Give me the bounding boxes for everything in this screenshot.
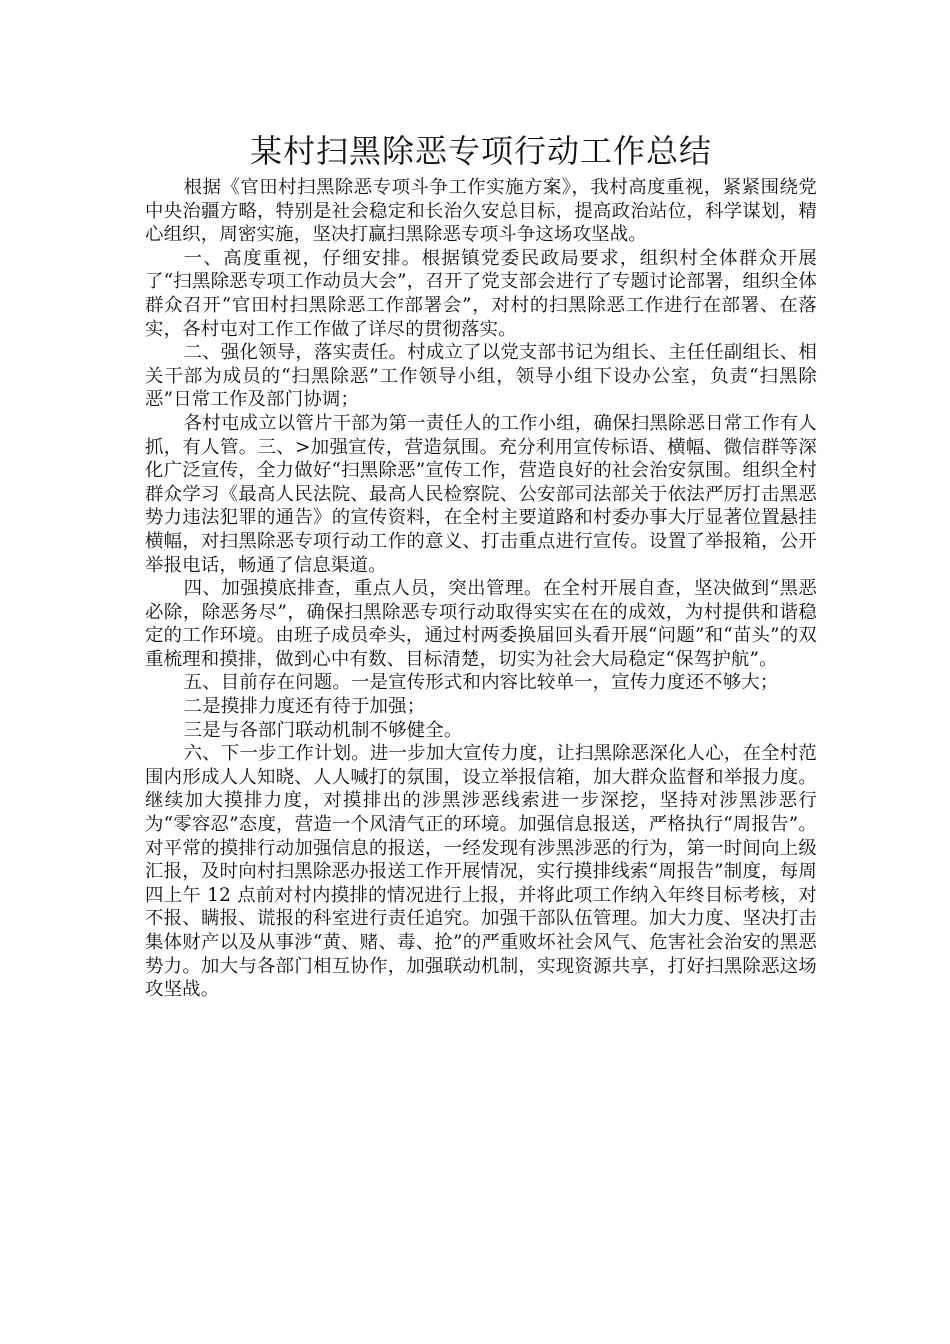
paragraph-section-2: 二、强化领导，落实责任。村成立了以党支部书记为组长、主任任副组长、相关干部为成员的“扫黑除恶”工作领导小组，领导小组下设办公室，负责“扫黑除恶”日常工作及部门协调； xyxy=(145,342,817,411)
paragraph-section-5-item-3: 三是与各部门联动机制不够健全。 xyxy=(183,719,463,741)
paragraph-section-5-item-2: 二是摸排力度还有待于加强； xyxy=(183,696,426,718)
document-title: 某村扫黑除恶专项行动工作总结 xyxy=(249,132,712,170)
paragraph-section-3: 各村屯成立以管片干部为第一责任人的工作小组，确保扫黑除恶日常工作有人抓，有人管。三、>加强宣传，营造氛围。充分利用宣传标语、横幅、微信群等深化广泛宣传，全力做好“扫黑除恶”宣传工作，营造良好的社会治安氛围。组织全村群众学习《最高人民法院、最高人民检察院、公安部司法部关于依法严厉打击黑恶势力违法犯罪的通告》的宣传资料，在全村主要道路和村委办事大厅显著位置悬挂横幅，对扫黑除恶专项行动工作的意义、打击重点进行宣传。设置了举报箱，公开举报电话，畅通了信息渠道。 xyxy=(145,412,817,576)
paragraph-section-5: 五、目前存在问题。一是宣传形式和内容比较单一，宣传力度还不够大； xyxy=(183,672,779,694)
paragraph-section-4: 四、加强摸底排查，重点人员，突出管理。在全村开展自查，坚决做到“黑恶必除，除恶务尽”，确保扫黑除恶专项行动取得实实在在的成效，为村提供和谐稳定的工作环境。由班子成员牵头，通过村两委换届回头看开展“问题”和“苗头”的双重梳理和摸排，做到心中有数、目标清楚，切实为社会大局稳定“保驾护航”。 xyxy=(145,578,817,670)
paragraph-section-6: 六、下一步工作计划。进一步加大宣传力度，让扫黑除恶深化人心，在全村范围内形成人人知晓、人人喊打的氛围，设立举报信箱，加大群众监督和举报力度。继续加大摸排力度，对摸排出的涉黑涉恶线索进一步深挖，坚持对涉黑涉恶行为“零容忍”态度，营造一个风清气正的环境。加强信息报送，严格执行“周报告”。对平常的摸排行动加强信息的报送，一经发现有涉黑涉恶的行为，第一时间向上级汇报，及时向村扫黑除恶办报送工作开展情况，实行摸排线索“周报告”制度，每周四上午 12 点前对村内摸排的情况进行上报，并将此项工作纳入年终目标考核，对不报、瞒报、谎报的科室进行责任追究。加强干部队伍管理。加大力度、坚决打击集体财产以及从事涉“黄、赌、毒、抢”的严重败坏社会风气、危害社会治安的黑恶势力。加大与各部门相互协作，加强联动机制，实现资源共享，打好扫黑除恶这场攻坚战。 xyxy=(145,743,817,1001)
document-page xyxy=(145,128,817,1002)
paragraph-intro: 根据《官田村扫黑除恶专项斗争工作实施方案》，我村高度重视，紧紧围绕党中央治疆方略，特别是社会稳定和长治久安总目标，提高政治站位，科学谋划，精心组织，周密实施，坚决打赢扫黑除恶专项斗争这场攻坚战。 xyxy=(145,177,817,246)
paragraph-section-1: 一、高度重视，仔细安排。根据镇党委民政局要求，组织村全体群众开展了“扫黑除恶专项工作动员大会”，召开了党支部会进行了专题讨论部署，组织全体群众召开“官田村扫黑除恶工作部署会”，对村的扫黑除恶工作进行在部署、在落实，各村屯对工作工作做了详尽的贯彻落实。 xyxy=(145,247,817,340)
